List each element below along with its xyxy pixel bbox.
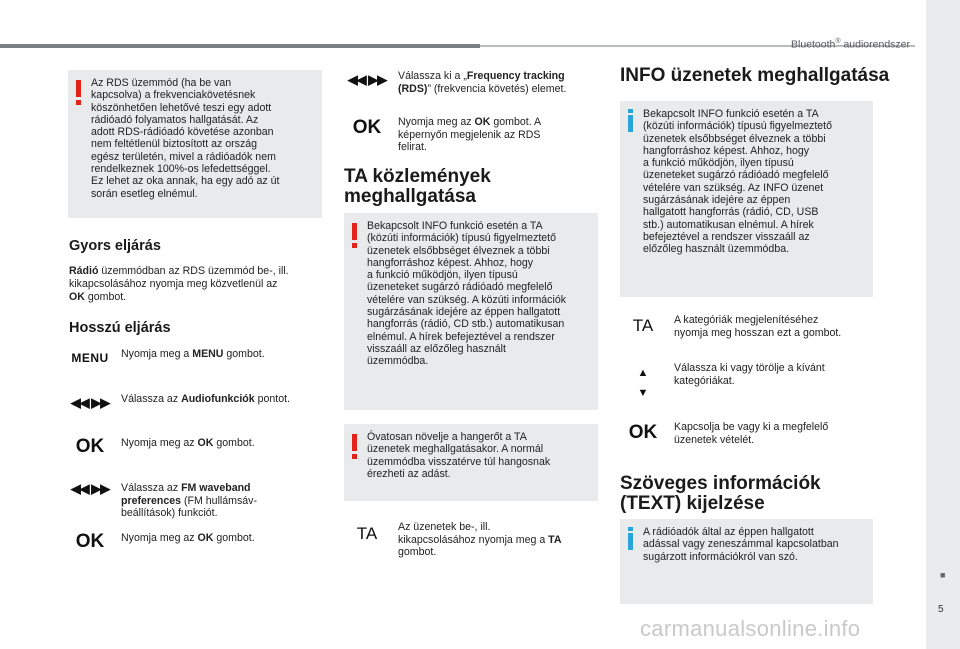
info-note-box bbox=[620, 101, 873, 297]
step-categories-select bbox=[620, 362, 876, 404]
down-arrow-icon: ▼ bbox=[637, 387, 649, 399]
chapter-title: Bluetooth® audiorendszer bbox=[790, 38, 910, 51]
ok-button-icon: OK bbox=[352, 117, 382, 138]
volume-warning-box bbox=[344, 424, 598, 501]
rds-warning-text: Az RDS üzemmód (ha be van kapcsolva) a frekvenciakövetésnek köszönhetően lehetővé teszi egy adott rádióadó folyamatos hallgatását. Az adott RDS-rádióadó követése azonban nem feltétlenül biztosított az ország egész területén, mivel a rádióadók nem rendelkeznek 100%-os lefedettséggel. Ez lehet az oka annak, ha egy adó az út során esetleg elnémul. bbox=[91, 77, 280, 200]
quick-procedure-text: Rádió üzemmódban az RDS üzemmód be-, ill. kikapcsolásához nyomja meg közvetlenül az OK gombot. bbox=[69, 265, 289, 303]
step-audio-functions bbox=[67, 393, 327, 417]
left-right-arrows-icon: ◀◀ ▶▶ bbox=[70, 395, 110, 410]
step-messages-toggle bbox=[620, 421, 876, 451]
ta-button-icon: TA bbox=[632, 316, 654, 335]
text-note-text: A rádióadók által az éppen hallgatott adással vagy zeneszámmal kapcsolatban sugárzott információkról van szó. bbox=[643, 526, 839, 563]
rds-warning-box bbox=[68, 70, 322, 218]
ta-button-icon: TA bbox=[356, 524, 378, 543]
step-ok-rds-text: Nyomja meg az OK gombot. A képernyőn megjelenik az RDS felirat. bbox=[398, 116, 542, 153]
up-arrow-icon: ▲ bbox=[637, 367, 649, 379]
step-ok-2-text: Nyomja meg az OK gombot. bbox=[121, 532, 255, 544]
ta-warning-text: Bekapcsolt INFO funkció esetén a TA (közúti információk) típusú figyelmeztető üzenetek elsőbbséget élveznek a többi hangforráshoz képest. Ahhoz, hogy a funkció működjön, ilyen típusú üzeneteket sugárzó rádióadó megfelelő vételére van szükség. A közúti információk sugárzásának idejére az éppen hallgatott hangforrás (rádió, CD stb.) automatikusan elnémul. A hírek befejeztével a rendszer visszaáll az előzőleg használt üzemmódba. bbox=[367, 220, 567, 368]
ta-section-heading: TA közlemények meghallgatása bbox=[344, 166, 491, 207]
menu-button-icon: MENU bbox=[71, 351, 109, 365]
left-right-arrows-icon: ◀◀ ▶▶ bbox=[70, 481, 110, 496]
up-down-arrows-icon bbox=[620, 362, 666, 404]
left-right-arrows-icon: ◀◀ ▶▶ bbox=[347, 72, 387, 87]
step-ta-toggle bbox=[344, 521, 600, 561]
ok-button-icon: OK bbox=[75, 531, 105, 552]
step-frequency-tracking-text: Válassza ki a „Frequency tracking (RDS)” (frekvencia követés) elemet. bbox=[398, 70, 567, 95]
long-procedure-heading: Hosszú eljárás bbox=[69, 320, 171, 336]
page-number: 5 bbox=[938, 604, 944, 615]
step-audio-functions-text: Válassza az Audiofunkciók pontot. bbox=[121, 393, 290, 405]
ta-warning-box bbox=[344, 213, 598, 410]
text-note-box bbox=[620, 519, 873, 604]
side-strip bbox=[926, 0, 960, 649]
step-categories-display bbox=[620, 314, 876, 344]
volume-warning-text: Óvatosan növelje a hangerőt a TA üzenetek meghallgatásakor. A normál üzemmódba visszatérve túl hangosnak érezheti az adást. bbox=[367, 431, 551, 480]
step-fm-waveband bbox=[67, 482, 327, 522]
page-marker: ■ bbox=[940, 570, 946, 580]
step-ok-rds bbox=[344, 116, 600, 156]
warning-icon bbox=[352, 434, 357, 451]
watermark: carmanualsonline.info bbox=[640, 616, 861, 641]
ok-button-icon: OK bbox=[628, 422, 658, 443]
warning-icon bbox=[76, 80, 81, 97]
step-menu bbox=[67, 348, 327, 372]
step-categories-select-text: Válassza ki vagy törölje a kívánt kategóriákat. bbox=[674, 362, 825, 387]
info-icon bbox=[628, 115, 633, 132]
header-rule-thick bbox=[0, 44, 480, 48]
quick-procedure-heading: Gyors eljárás bbox=[69, 238, 161, 254]
step-ok-1 bbox=[67, 437, 327, 461]
step-frequency-tracking bbox=[344, 70, 600, 104]
step-ta-toggle-text: Az üzenetek be-, ill. kikapcsolásához nyomja meg a TA gombot. bbox=[398, 521, 562, 558]
ok-button-icon: OK bbox=[75, 436, 105, 457]
step-ok-2 bbox=[67, 532, 327, 556]
step-messages-toggle-text: Kapcsolja be vagy ki a megfelelő üzenetek vételét. bbox=[674, 421, 829, 446]
step-ok-1-text: Nyomja meg az OK gombot. bbox=[121, 437, 255, 449]
warning-icon bbox=[352, 223, 357, 240]
step-categories-display-text: A kategóriák megjelenítéséhez nyomja meg hosszan ezt a gombot. bbox=[674, 314, 842, 339]
info-icon bbox=[628, 533, 633, 550]
info-note-text: Bekapcsolt INFO funkció esetén a TA (közúti információk) típusú figyelmeztető üzenetek elsőbbséget élveznek a többi hangforráshoz képest. Ahhoz, hogy a funkció működjön, ilyen típusú üzeneteket sugárzó rádióadó megfelelő vételére van szükség. Az INFO üzenet sugárzásának idejére az éppen hallgatott hangforrás (rádió, CD, USB stb.) automatikusan elnémul. A hírek befejeztével a rendszer visszaáll az előzőleg használt üzemmódba. bbox=[643, 108, 832, 256]
step-menu-text: Nyomja meg a MENU gombot. bbox=[121, 348, 265, 360]
info-section-heading: INFO üzenetek meghallgatása bbox=[620, 65, 890, 86]
step-fm-waveband-text: Válassza az FM waveband preferences (FM hullámsáv- beállítások) funkciót. bbox=[121, 482, 258, 519]
text-section-heading: Szöveges információk (TEXT) kijelzése bbox=[620, 473, 821, 514]
